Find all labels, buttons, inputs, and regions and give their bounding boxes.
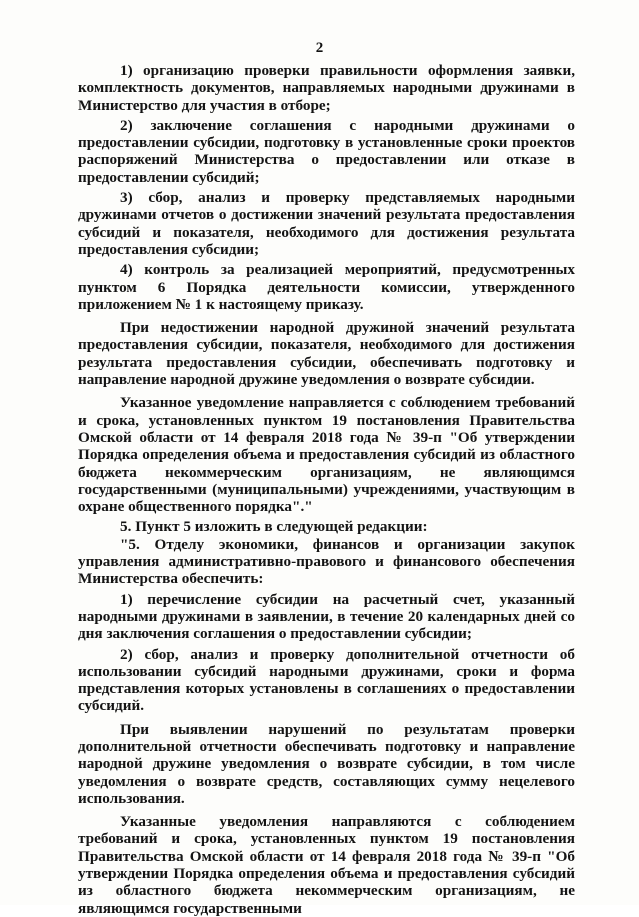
paragraph-clause-5: "5. Отделу экономики, финансов и организации закупок управления административно-правового и финансового обеспечения Министерства обеспечить:: [78, 535, 575, 588]
paragraph-item-2: 2) заключение соглашения с народными дружинами о предоставлении субсидии, подготовку в установленные сроки проектов распоряжений Министерства о предоставлении или отказе в предоставлении субсидий;: [78, 116, 575, 186]
page-number: 2: [315, 40, 324, 56]
paragraph-violations: При выявлении нарушений по результатам проверки дополнительной отчетности обеспечивать подготовку и направление народной дружине уведомления о возврате субсидии, в том числе уведомления о возврате средств, составляющих сумму нецелевого использования.: [78, 720, 575, 807]
paragraph-notice-terms: Указанное уведомление направляется с соблюдением требований и срока, установленных пунктом 19 постановления Правительства Омской области от 14 февраля 2018 года № 39-п "Об утверждении Порядка определения объема и предоставления субсидий из областного бюджета некоммерческим организациям, не являющимся государственными (муниципальными) учреждениями, участвующим в охране общественного порядка".": [78, 394, 575, 516]
paragraph-item-1: 1) организацию проверки правильности оформления заявки, комплектность документов, направляемых народными дружинами в Министерство для участия в отборе;: [78, 62, 575, 114]
paragraph-item-3: 3) сбор, анализ и проверку представляемых народными дружинами отчетов о достижении значений результата предоставления субсидий и показателя, необходимого для достижения результата предоставления субсидии;: [78, 189, 575, 258]
paragraph-nonachievement: При недостижении народной дружиной значений результата предоставления субсидии, показателя, необходимого для достижения результата предоставления субсидии, обеспечивать подготовку и направление народной дружине уведомления о возврате субсидии.: [78, 319, 575, 389]
paragraph-clause-5-intro: 5. Пункт 5 изложить в следующей редакции:: [120, 518, 428, 536]
paragraph-item-4: 4) контроль за реализацией мероприятий, предусмотренных пунктом 6 Порядка деятельности комиссии, утвержденного приложением № 1 к настоящему приказу.: [78, 261, 575, 313]
document-body: [78, 62, 575, 917]
paragraph-clause-5-item-2: 2) сбор, анализ и проверку дополнительной отчетности об использовании субсидий народными дружинами, сроки и форма представления которых установлены в соглашениях о предоставлении субсидий.: [78, 645, 575, 715]
paragraph-notices-terms: Указанные уведомления направляются с соблюдением требований и срока, установленных пунктом 19 постановления Правительства Омской области от 14 февраля 2018 года № 39-п "Об утверждении Порядка определения объема и предоставления субсидий из областного бюджета некоммерческим организациям, не являющимся государственными: [78, 813, 575, 917]
paragraph-clause-5-item-1: 1) перечисление субсидии на расчетный счет, указанный народными дружинами в заявлении, в течение 20 календарных дней со дня заключения соглашения о предоставлении субсидии;: [78, 590, 575, 643]
